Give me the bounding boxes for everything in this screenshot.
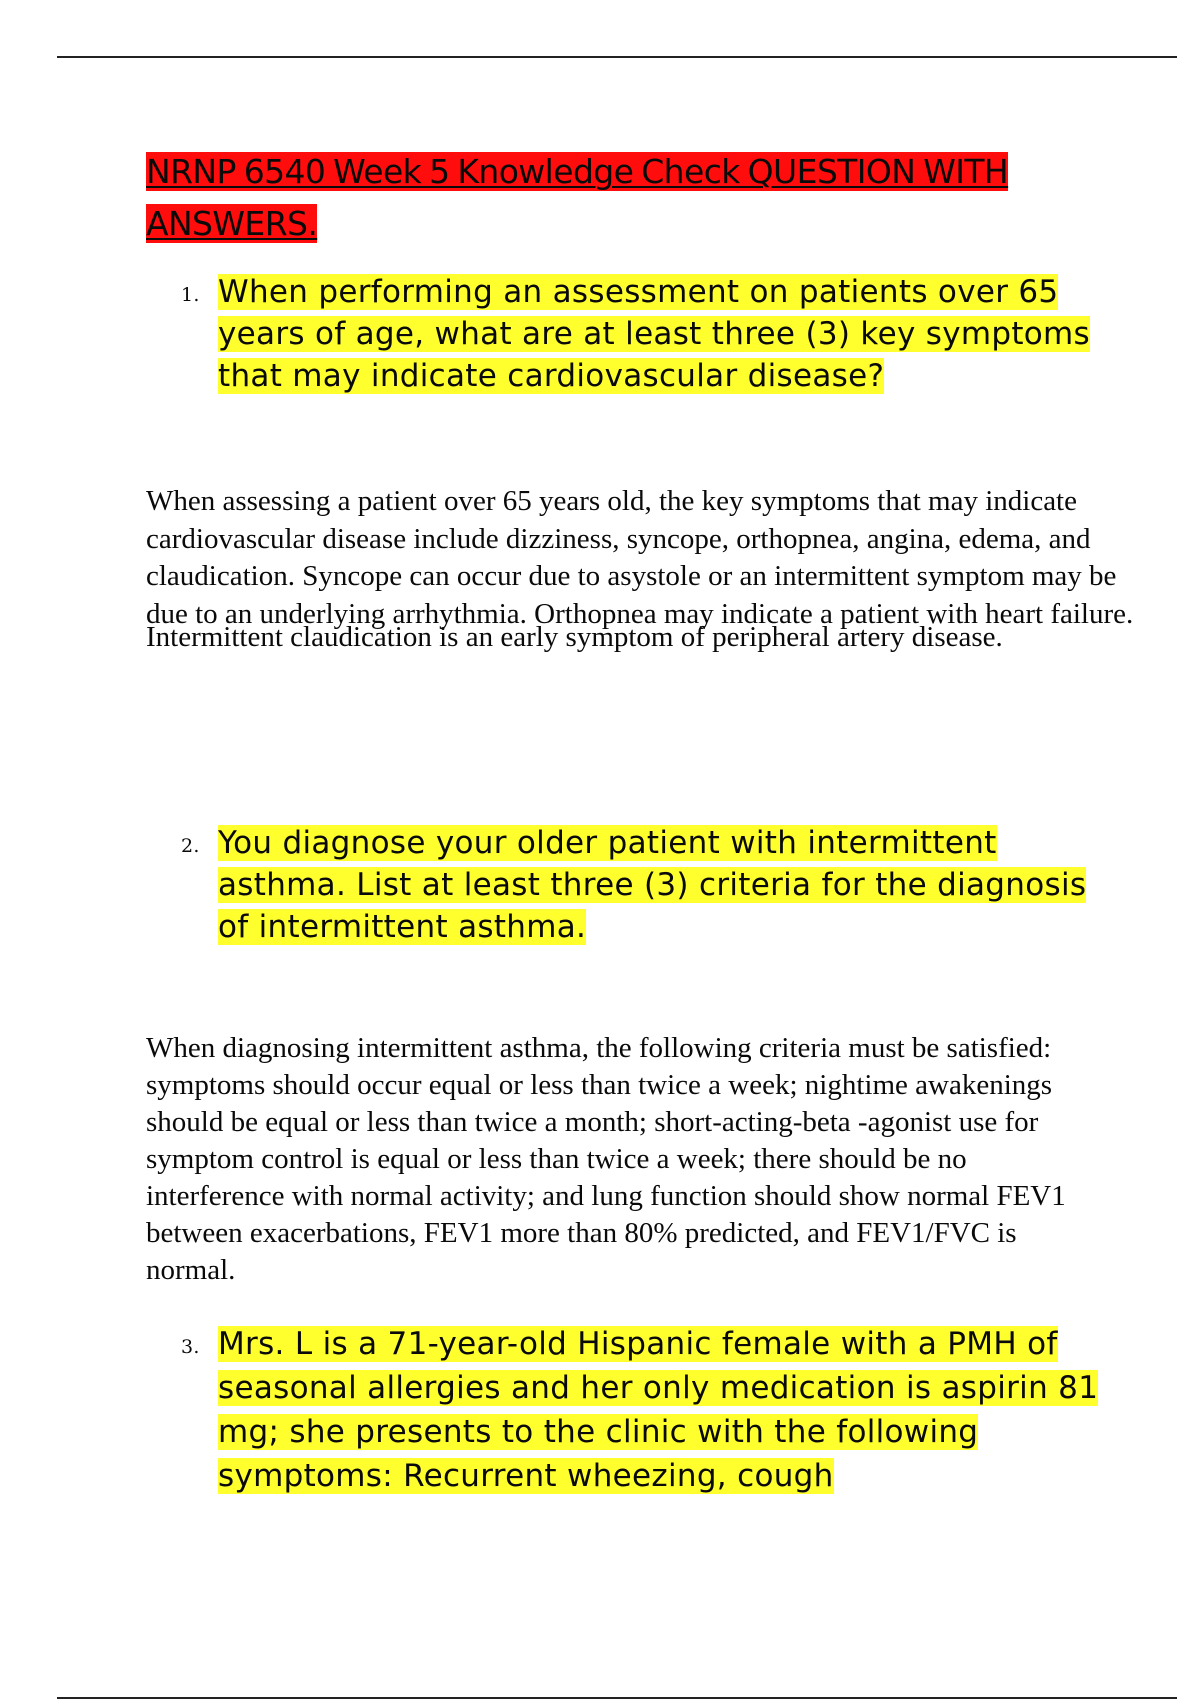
question-text [218,822,1098,948]
answer-2 [146,1030,1096,1289]
question-text [218,271,1098,397]
document-title-text: NRNP 6540 Week 5 Knowledge Check QUESTION WITH ANSWERS. [146,152,1009,243]
question-text-highlight: You diagnose your older patient with intermittent asthma. List at least three (3) criteria for the diagnosis of intermittent asthma. [218,825,1087,945]
document-title [146,146,1076,250]
answer-extra-line: Intermittent claudication is an early symptom of peripheral artery disease. [146,621,1003,653]
header-rule [57,56,1177,58]
answer-paragraph: When diagnosing intermittent asthma, the following criteria must be satisfied: symptoms should occur equal or less than twice a week; nightime awakenings should be equal or less than twice a month; short-acting-beta -agonist use for symptom control is equal or less than twice a week; there should be no interference with normal activity; and lung function should show normal FEV1 between exacerbations, FEV1 more than 80% predicted, and FEV1/FVC is normal. [146,1032,1066,1286]
question-number: 1. [181,284,200,306]
question-text [218,1322,1118,1498]
question-text-highlight: Mrs. L is a 71-year-old Hispanic female with a PMH of seasonal allergies and her only medication is aspirin 81 mg; she presents to the clinic with the following symptoms: Recurrent wheezing, cough [218,1326,1099,1494]
question-number: 2. [181,835,200,857]
question-text-highlight: When performing an assessment on patients over 65 years of age, what are at least three (3) key symptoms that may indicate cardiovascular disease? [218,274,1090,394]
answer-paragraph: When assessing a patient over 65 years old, the key symptoms that may indicate cardiovascular disease include dizziness, syncope, orthopnea, angina, edema, and claudication. Syncope can occur due to asystole or an intermittent symptom may be due to an underlying arrhythmia. Orthopnea may indicate a patient with heart failure. [146,485,1134,630]
answer-1 [146,483,1146,657]
question-number: 3. [181,1336,200,1358]
footer-rule [57,1697,1177,1699]
